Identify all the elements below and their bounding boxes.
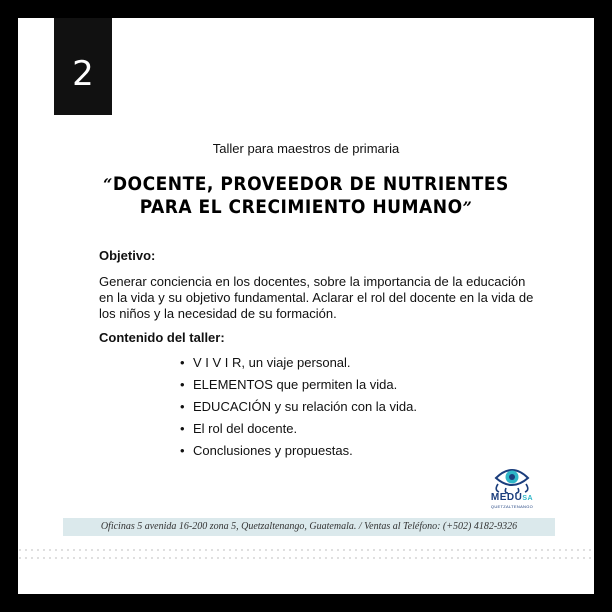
bullet: • [180, 355, 185, 370]
workshop-title [18, 173, 594, 219]
close-quote: ” [462, 198, 473, 217]
dotted-divider [18, 555, 594, 561]
title-line-1 [18, 173, 594, 196]
list-item-text: El rol del docente. [193, 421, 298, 436]
list-item-text: Conclusiones y propuestas. [193, 443, 353, 458]
title-line-1-text: DOCENTE, PROVEEDOR DE NUTRIENTES [112, 173, 509, 195]
logo-suffix: SA [522, 495, 534, 502]
contenido-heading: Contenido del taller: [99, 330, 225, 345]
logo-name: MEDU [490, 492, 523, 503]
bullet: • [180, 399, 185, 414]
title-line-2-text: PARA EL CRECIMIENTO HUMANO [139, 196, 463, 218]
page-number: 2 [72, 53, 94, 94]
logo-tagline: QUETZALTENANGO [490, 504, 534, 509]
bullet: • [180, 443, 185, 458]
objetivo-heading: Objetivo: [99, 248, 156, 263]
title-line-2 [18, 196, 594, 219]
list-item-text: ELEMENTOS que permiten la vida. [193, 377, 398, 392]
logo-wordmark [484, 492, 540, 503]
list-item [180, 374, 417, 396]
open-quote: “ [103, 175, 113, 194]
objetivo-text: Generar conciencia en los docentes, sobre la importancia de la educación en la vida y su objetivo fundamental. Aclarar el rol del docente en la vida de los niños y la necesidad de su formación. [99, 274, 534, 321]
subtitle: Taller para maestros de primaria [212, 141, 400, 156]
list-item [180, 396, 417, 418]
medusa-logo [484, 464, 540, 510]
contact-footer: Oficinas 5 avenida 16-200 zona 5, Quetzaltenango, Guatemala. / Ventas al Teléfono: (+502) 4182-9326 [63, 518, 555, 536]
list-item [180, 440, 417, 462]
list-item [180, 418, 417, 440]
contenido-list [180, 352, 417, 462]
list-item-text: EDUCACIÓN y su relación con la vida. [193, 399, 417, 414]
eye-icon [484, 464, 540, 494]
bullet: • [180, 421, 185, 436]
page-number-badge [54, 18, 112, 115]
list-item [180, 352, 417, 374]
dotted-divider [18, 547, 594, 553]
list-item-text: V I V I R, un viaje personal. [193, 355, 351, 370]
page [18, 18, 594, 594]
bullet: • [180, 377, 185, 392]
